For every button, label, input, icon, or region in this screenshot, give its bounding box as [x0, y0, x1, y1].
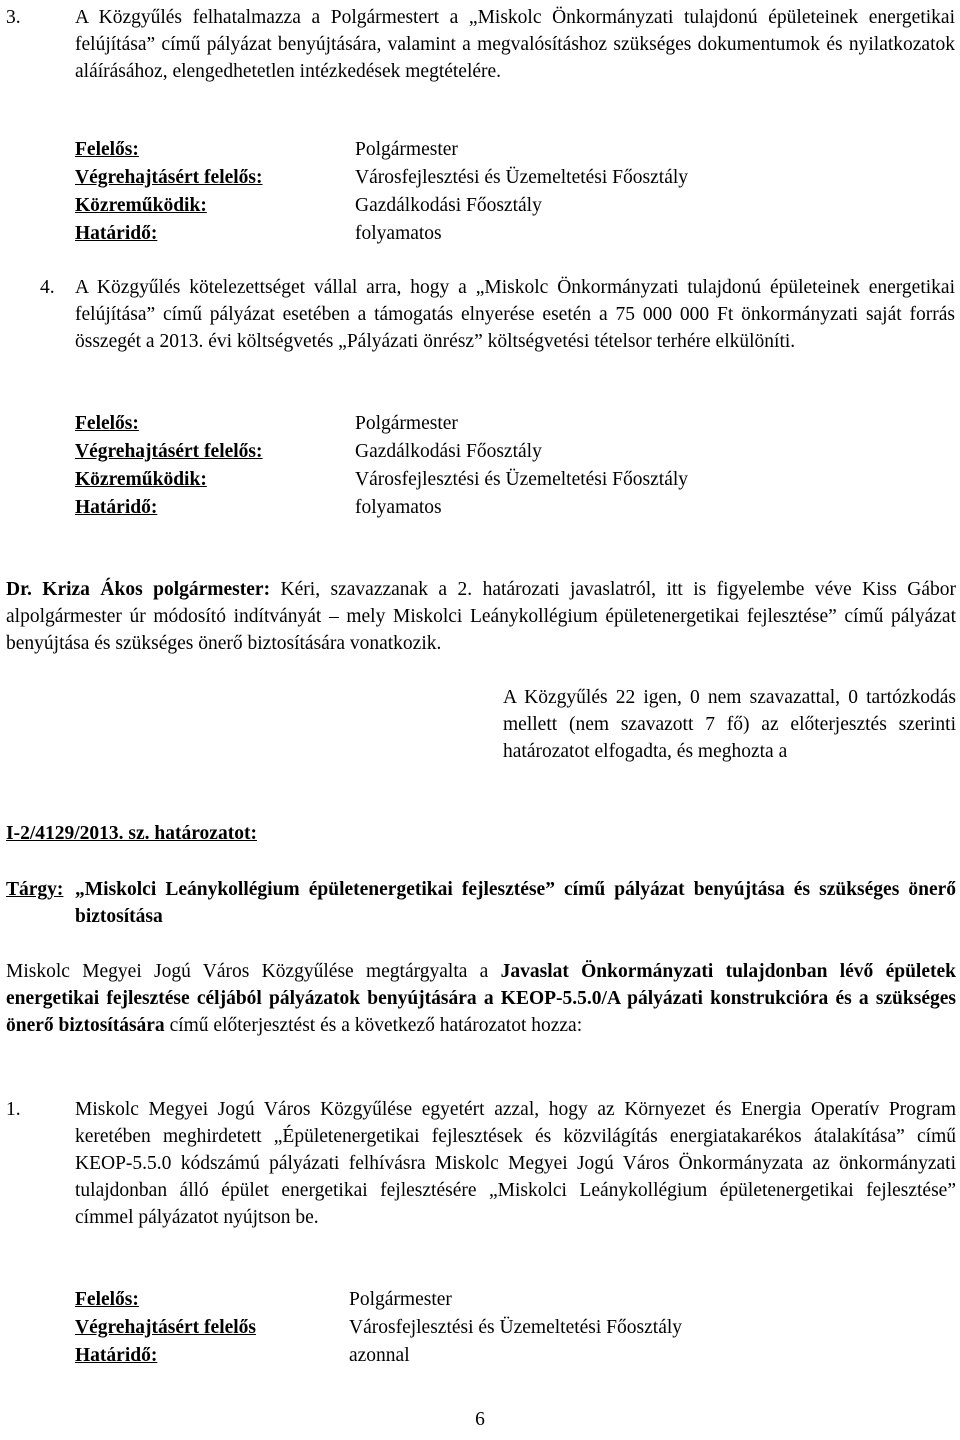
speaker-name: Dr. Kriza Ákos polgármester: — [6, 579, 271, 600]
label-vegrehajtasert-felelos: Végrehajtásért felelős — [75, 1317, 257, 1338]
value-hatarido: folyamatos — [355, 223, 442, 244]
intro-text: Miskolc Megyei Jogú Város Közgyűlése megtárgyalta a — [6, 961, 501, 982]
item-number: 1. — [6, 1099, 21, 1120]
value-vegrehajtasert-felelos: Gazdálkodási Főosztály — [355, 441, 542, 462]
item-number: 3. — [6, 7, 21, 28]
speech-paragraph — [6, 576, 956, 657]
label-vegrehajtasert-felelos: Végrehajtásért felelős: — [75, 167, 263, 188]
value-hatarido: azonnal — [349, 1345, 410, 1366]
value-felelos: Polgármester — [355, 413, 458, 434]
value-hatarido: folyamatos — [355, 497, 442, 518]
value-vegrehajtasert-felelos: Városfejlesztési és Üzemeltetési Főosztály — [349, 1317, 683, 1338]
resolution-item-1-text: Miskolc Megyei Jogú Város Közgyűlése egyetért azzal, hogy az Környezet és Energia Operatív Program keretében meghirdetett „Épületenergetikai fejlesztések és közvilágítás energiatakarékos átalakítása” című KEOP-5.5.0 kódszámú pályázati felhívásra Miskolc Megyei Jogú Város Önkormányzata az önkormányzati tulajdonban álló épület energetikai fejlesztésére „Miskolci Leánykollégium épületenergetikai fejlesztése” címmel pályázatot nyújtson be. — [75, 1099, 956, 1228]
item-number: 4. — [40, 277, 55, 298]
label-hatarido: Határidő: — [75, 223, 158, 244]
label-felelos: Felelős: — [75, 139, 139, 160]
subject-text: „Miskolci Leánykollégium épületenergetikai fejlesztése” című pályázat benyújtása és szükséges önerő biztosítása — [75, 879, 956, 927]
resolution-id: I-2/4129/2013. sz. határozatot: — [6, 823, 257, 844]
item-4-text: A Közgyűlés kötelezettséget vállal arra, hogy a „Miskolc Önkormányzati tulajdonú épületeinek energetikai felújítása” című pályázat esetében a támogatás elnyerése esetén a 75 000 000 Ft önkormányzati saját forrás összegét a 2013. évi költségvetés „Pályázati önrész” költségvetési tételsor terhére elkülöníti. — [75, 277, 955, 352]
value-felelos: Polgármester — [355, 139, 458, 160]
label-felelos: Felelős: — [75, 413, 139, 434]
label-kozremukodik: Közreműködik: — [75, 195, 207, 216]
value-vegrehajtasert-felelos: Városfejlesztési és Üzemeltetési Főosztály — [355, 167, 689, 188]
subject-label: Tárgy: — [6, 879, 64, 900]
page-number: 6 — [475, 1409, 485, 1430]
proposal-title: Javaslat Önkormányzati tulajdonban lévő épületek energetikai fejlesztése céljából pályázatok benyújtására a KEOP-5.5.0/A pályázati konstrukcióra és a szükséges önerő biztosítására — [6, 961, 956, 1036]
value-kozremukodik: Gazdálkodási Főosztály — [355, 195, 542, 216]
value-felelos: Polgármester — [349, 1289, 452, 1310]
speech-text: Kéri, szavazzanak a 2. határozati javaslatról, itt is figyelembe véve Kiss Gábor alpolgármester úr módosító indítványát – mely Miskolci Leánykollégium épületenergetikai fejlesztése” című pályázat benyújtása és szükséges önerő biztosítására vonatkozik. — [6, 579, 957, 654]
label-felelos: Felelős: — [75, 1289, 139, 1310]
vote-result: A Közgyűlés 22 igen, 0 nem szavazattal, 0 tartózkodás mellett (nem szavazott 7 fő) az előterjesztés szerinti határozatot elfogadta, és meghozta a — [503, 687, 956, 762]
label-kozremukodik: Közreműködik: — [75, 469, 207, 490]
item-3-text: A Közgyűlés felhatalmazza a Polgármestert a „Miskolc Önkormányzati tulajdonú épületeinek energetikai felújítása” című pályázat benyújtására, valamint a megvalósításhoz szükséges dokumentumok és nyilatkozatok aláírásához, elengedhetetlen intézkedések megtételére. — [75, 7, 955, 82]
resolution-intro — [6, 958, 956, 1039]
label-vegrehajtasert-felelos: Végrehajtásért felelős: — [75, 441, 263, 462]
value-kozremukodik: Városfejlesztési és Üzemeltetési Főosztály — [355, 469, 689, 490]
label-hatarido: Határidő: — [75, 1345, 158, 1366]
label-hatarido: Határidő: — [75, 497, 158, 518]
intro-text-end: című előterjesztést és a következő határozatot hozza: — [164, 1015, 583, 1036]
